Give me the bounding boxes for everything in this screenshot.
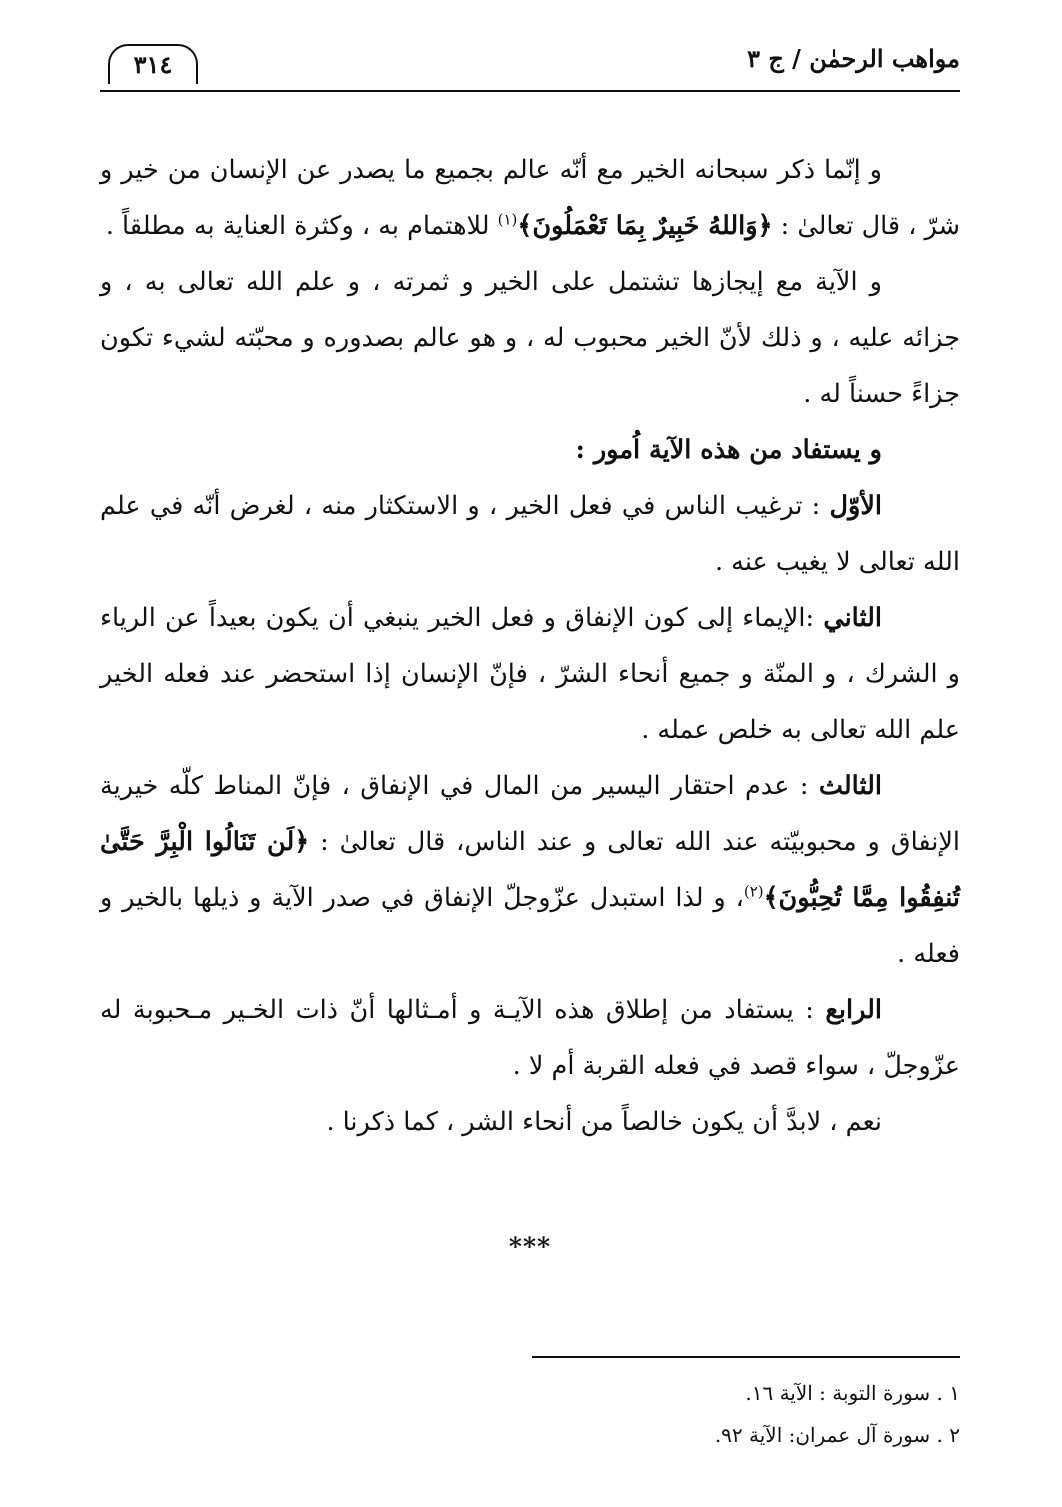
- point-second-label: الثاني: [823, 603, 882, 633]
- footnote-divider: [532, 1356, 960, 1358]
- point-fourth: [100, 982, 960, 1094]
- footnote-2: ٢ . سورة آل عمران: الآية ٩٢.: [714, 1423, 960, 1447]
- page-header: [100, 30, 960, 92]
- point-third-text-start: : عدم احتقار اليسير من المال في الإنفاق ، فإنّ المناط كلّه خيرية الإنفاق و محبوبيّته عند الله تعالى و عند الناس، قال تعالىٰ :: [100, 771, 960, 857]
- point-first: [100, 478, 960, 590]
- paragraph-1-line-1: و إنّما ذكر سبحانه الخير مع أنّه عالم بجميع ما يصدر عن الإنسان من خير: [121, 155, 882, 185]
- section-separator: ***: [508, 1232, 552, 1261]
- footnote-ref-1: (١): [497, 210, 518, 229]
- point-third-text-end: ، و لذا استبدل عزّوجلّ الإنفاق في صدر الآية و ذيلها بالخير و فعله .: [100, 883, 960, 969]
- book-page: [100, 30, 960, 1447]
- section-heading: و يستفاد من هذه الآية اُمور :: [575, 435, 882, 465]
- paragraph-1-line-2-start: و شرّ ، قال تعالىٰ :: [100, 155, 960, 241]
- main-text: [100, 142, 960, 1150]
- point-second: [100, 590, 960, 758]
- paragraph-1: [100, 142, 960, 254]
- quran-quote-2: ﴿لَن تَنَالُوا الْبِرَّ حَتَّىٰ تُنفِقُوا مِمَّا تُحِبُّونَ﴾: [100, 827, 960, 913]
- point-second-text: :الإيماء إلى كون الإنفاق و فعل الخير ينبغي أن يكون بعيداً عن الرياء و الشرك ، و المنّة و جميع أنحاء الشرّ ، فإنّ الإنسان إذا استحضر عند فعله الخير علم الله تعالى به خلص عمله .: [100, 603, 960, 745]
- running-title: مواهب الرحمٰن / ج ٣: [747, 44, 960, 73]
- paragraph-1-line-2-end: للاهتمام به ، وكثرة العناية به مطلقاً .: [105, 211, 498, 241]
- point-third: [100, 758, 960, 982]
- page-number-badge: ٣١٤: [108, 44, 198, 84]
- footnote-ref-2: (٢): [743, 882, 764, 901]
- point-third-label: الثالث: [818, 771, 882, 801]
- footnote-1: ١ . سورة التوبة : الآية ١٦.: [745, 1381, 960, 1405]
- point-first-text: : ترغيب الناس في فعل الخير ، و الاستكثار منه ، لغرض أنّه في علم الله تعالى لا يغيب عنه .: [100, 491, 960, 577]
- point-fourth-label: الرابع: [825, 995, 882, 1025]
- quran-quote-1: ﴿وَاللهُ خَبِيرٌ بِمَا تَعْمَلُونَ﴾: [517, 211, 773, 241]
- point-fourth-text: : يستفاد من إطلاق هذه الآيـة و أمـثالها أنّ ذات الخـير مـحبوبة له عزّوجلّ ، سواء قصد في فعله القربة أم لا .: [100, 995, 960, 1081]
- point-first-label: الأوّل: [829, 491, 882, 521]
- paragraph-2: و الآية مع إيجازها تشتمل على الخير و ثمرته ، و علم الله تعالى به ، و جزائه عليه ، و ذلك لأنّ الخير محبوب له ، و هو عالم بصدوره و محبّته لشيء تكون جزاءً حسناً له .: [100, 267, 960, 409]
- closing-paragraph: نعم ، لابدَّ أن يكون خالصاً من أنحاء الشر ، كما ذكرنا .: [326, 1107, 882, 1137]
- footnotes: [100, 1372, 960, 1456]
